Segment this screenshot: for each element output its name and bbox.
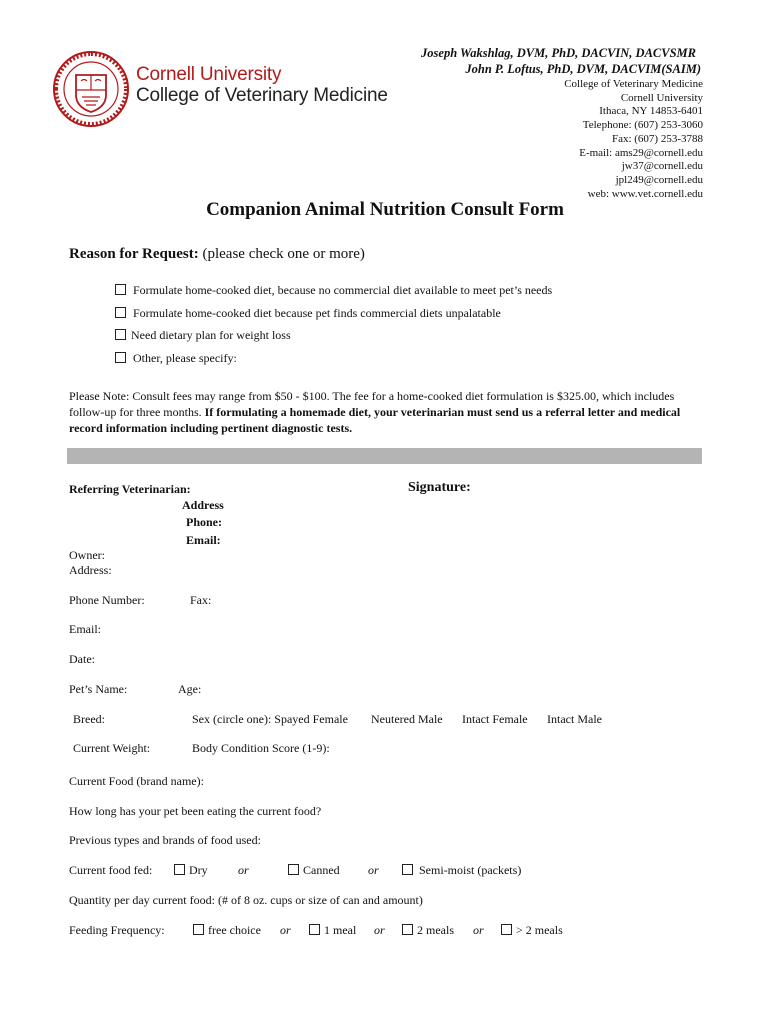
contact-line: Telephone: (607) 253-3060 <box>582 119 703 132</box>
date-label: Date: <box>69 652 95 666</box>
reason-heading <box>69 246 365 263</box>
option-label: Canned <box>303 863 340 877</box>
contact-line: jpl249@cornell.edu <box>615 173 703 186</box>
contact-line: jw37@cornell.edu <box>621 160 703 173</box>
fee-note-text: Please Note: Consult fees may range from $50 - $100. The fee for a home-cooked diet formulation is $325.00, which includes follow-up for three months. <box>69 389 675 419</box>
frequency-more-than-2-meals[interactable] <box>501 923 563 938</box>
option-label: Formulate home-cooked diet because pet finds commercial diets unpalatable <box>133 306 501 320</box>
contact-line: College of Veterinary Medicine <box>564 78 703 90</box>
vet-address-label: Address <box>182 498 224 512</box>
email-label: Email: <box>69 622 101 636</box>
contact-line: E-mail: ams29@cornell.edu <box>579 146 703 159</box>
option-label: Formulate home-cooked diet, because no commercial diet available to meet pet’s needs <box>133 283 553 297</box>
fee-note-bold: If formulating a homemade diet, your veterinarian must send us a referral letter and medical record information including pertinent diagnostic tests. <box>69 405 681 435</box>
checkbox[interactable] <box>115 329 126 340</box>
checkbox[interactable] <box>193 924 204 935</box>
sex-option-intact-male[interactable]: Intact Male <box>547 712 602 726</box>
frequency-free-choice[interactable] <box>193 923 261 938</box>
food-fed-semi-moist[interactable] <box>402 863 521 878</box>
vet-email-label: Email: <box>186 533 221 547</box>
feeding-frequency-label: Feeding Frequency: <box>69 923 165 937</box>
owner-address-label: Address: <box>69 563 112 577</box>
age-label: Age: <box>178 682 202 696</box>
sex-option-intact-female[interactable]: Intact Female <box>462 712 528 726</box>
how-long-label: How long has your pet been eating the current food? <box>69 804 322 818</box>
cornell-seal-logo <box>52 50 130 128</box>
option-label: Dry <box>189 863 208 877</box>
checkbox[interactable] <box>402 924 413 935</box>
checkbox[interactable] <box>309 924 320 935</box>
contact-block <box>564 78 703 201</box>
form-title: Companion Animal Nutrition Consult Form <box>206 199 564 220</box>
bcs-label: Body Condition Score (1-9): <box>192 741 330 755</box>
reason-hint: (please check one or more) <box>202 246 365 262</box>
owner-label: Owner: <box>69 548 105 562</box>
reason-option-4[interactable] <box>115 351 237 366</box>
checkbox[interactable] <box>501 924 512 935</box>
section-divider <box>67 448 702 464</box>
option-label: 1 meal <box>324 923 357 937</box>
referring-vet-label: Referring Veterinarian: <box>69 482 191 496</box>
or-text: or <box>374 923 385 937</box>
or-text: or <box>280 923 291 937</box>
option-label: Semi-moist (packets) <box>419 863 522 877</box>
reason-option-2[interactable] <box>115 306 501 321</box>
checkbox[interactable] <box>115 307 126 318</box>
checkbox[interactable] <box>402 864 413 875</box>
or-text: or <box>368 863 379 877</box>
pet-name-label: Pet’s Name: <box>69 682 128 696</box>
doctor-name-2: John P. Loftus, PhD, DVM, DACVIM(SAIM) <box>465 62 701 76</box>
option-label: Need dietary plan for weight loss <box>131 328 291 342</box>
college-name: College of Veterinary Medicine <box>136 85 388 106</box>
vet-phone-label: Phone: <box>186 515 222 529</box>
food-fed-dry[interactable] <box>174 863 208 878</box>
sex-label: Sex (circle one): Spayed Female <box>192 712 348 726</box>
or-text: or <box>473 923 484 937</box>
current-food-label: Current Food (brand name): <box>69 774 204 788</box>
frequency-2-meals[interactable] <box>402 923 454 938</box>
fax-label: Fax: <box>190 593 212 607</box>
option-label: 2 meals <box>417 923 454 937</box>
breed-label: Breed: <box>73 712 105 726</box>
contact-line: Cornell University <box>620 91 703 104</box>
current-weight-label: Current Weight: <box>73 741 151 755</box>
signature-label: Signature: <box>408 480 471 495</box>
checkbox[interactable] <box>174 864 185 875</box>
contact-line: web: www.vet.cornell.edu <box>587 187 703 200</box>
or-text: or <box>238 863 249 877</box>
phone-number-label: Phone Number: <box>69 593 145 607</box>
option-label: free choice <box>208 923 261 937</box>
university-name: Cornell University <box>136 64 282 85</box>
reason-option-1[interactable] <box>115 283 552 298</box>
food-fed-label: Current food fed: <box>69 863 153 877</box>
contact-line: Ithaca, NY 14853-6401 <box>599 105 703 118</box>
fee-note <box>69 388 709 436</box>
frequency-1-meal[interactable] <box>309 923 356 938</box>
previous-foods-label: Previous types and brands of food used: <box>69 833 261 847</box>
quantity-label: Quantity per day current food: (# of 8 oz. cups or size of can and amount) <box>69 893 423 907</box>
checkbox[interactable] <box>288 864 299 875</box>
food-fed-canned[interactable] <box>288 863 340 878</box>
option-label: Other, please specify: <box>133 351 237 365</box>
option-label: > 2 meals <box>516 923 563 937</box>
checkbox[interactable] <box>115 284 126 295</box>
reason-label: Reason for Request: <box>69 246 199 262</box>
contact-line: Fax: (607) 253-3788 <box>611 132 703 145</box>
checkbox[interactable] <box>115 352 126 363</box>
sex-option-neutered-male[interactable]: Neutered Male <box>371 712 443 726</box>
reason-option-3[interactable] <box>115 328 291 343</box>
doctor-name-1: Joseph Wakshlag, DVM, PhD, DACVIN, DACVSMR <box>421 46 696 60</box>
